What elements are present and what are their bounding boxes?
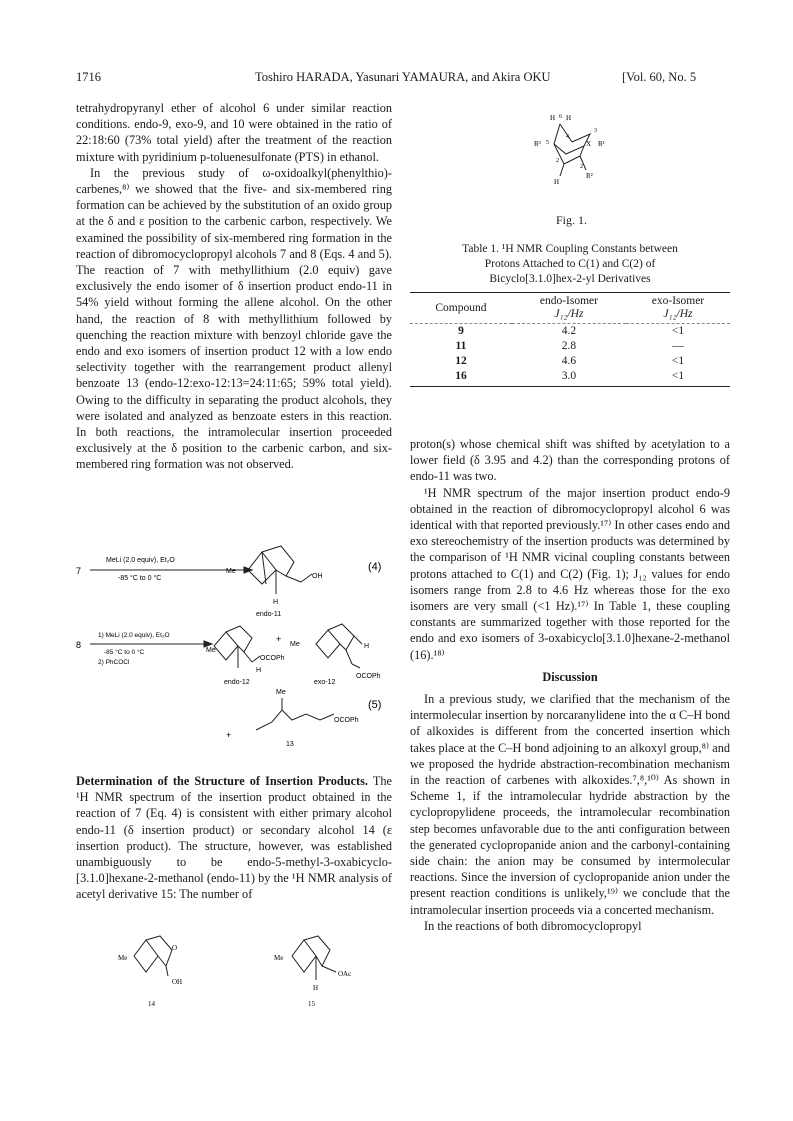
eq5-reagent-3: 2) PhCOCl (98, 659, 130, 666)
cell-compound: 11 (455, 340, 467, 352)
table-row (410, 324, 730, 340)
eq5-h1: H (256, 667, 262, 674)
eq4-h: H (273, 599, 279, 606)
paragraph: tetrahydropyranyl ether of alcohol 6 under similar reaction conditions. endo-9, exo-9, and 10 were obtained in the ratio of 22:18:60 (73% total yield) after the treatment of the reaction mixture with pyridinium p-toluenesulfonate (PTS) in ethanol. (76, 101, 392, 164)
paragraph: ¹H NMR spectrum of the major insertion product endo-9 obtained in the reaction of dibromocyclopropyl alcohol 6 was identical with that reported previously.¹⁷⁾ In other cases endo and exo stereochemistry of the insertion products was determined by the comparison of ¹H NMR vicinal coupling constants between protons attached to C(1) and C(2) (Fig. 1); J₁₂ values for endo isomers range from 2.8 to 4.6 Hz whereas those for the exo isomers are very small (<1 Hz).¹⁷⁾ In Table 1, these coupling constants are summarized together with those reported for the endo and exo isomers of 3-oxabicyclo[3.1.0]hexane-2-methanol (16).¹⁸⁾ (410, 485, 730, 662)
cell-endo: 2.8 (561, 340, 577, 352)
cell-endo: 4.6 (561, 355, 577, 367)
eq5-label1: endo-12 (224, 679, 250, 686)
cell-exo: — (672, 340, 684, 352)
paragraph: In the previous study of ω-oxidoalkyl(phenylthio)-carbenes,⁸⁾ we showed that the five- and six-membered ring formation can be achieved by the substitution of an oxido group at the δ and ε position to the carbenic carbon, respectively. We examined the possibility of six-membered ring formation in the reaction of dibromocyclopropyl alcohols 7 and 8 (Eqs. 4 and 5). The reaction of 7 with methyllithium (2.0 equiv) gave exclusively the endo isomer of δ insertion product endo-11 in 54% yield without forming the allene alcohol. On the other hand, the reaction of 8 with methyllithium followed by quenching the reaction mixture with benzoyl chloride gave the endo and exo isomers of insertion product 12 with a low endo selectivity together with the rearrangement product allenyl benzoate 13 (endo-12:exo-12:13=24:11:65; 59% total yield). Owing to the difficulty in separating the product alcohols, they were isolated and analyzed as benzoate esters in this reaction. In both reactions, the intramolecular insertion proceeded exclusively at the δ position to the carbenic carbon, and six-membered ring formation was not observed. (76, 165, 392, 472)
eq4-label: endo-11 (256, 611, 282, 618)
structures-drawing (76, 930, 392, 1010)
eq5-reagent-1: 1) MeLi (2.0 equiv), Et₂O (98, 632, 170, 639)
eq5-start: 8 (76, 640, 82, 650)
page-number: 1716 (76, 70, 101, 84)
fig1-label-x: X (586, 140, 592, 148)
eq5-plus1: + (276, 634, 282, 644)
cell-exo: <1 (671, 325, 685, 337)
paragraph: In a previous study, we clarified that the mechanism of the intermolecular insertion by norcaranylidene into the α C–H bond of alkoxides is different from the concerted insertion which takes place at the C–H bond adjoining to an alkoxyl group,⁸⁾ and we proposed the hydride abstraction-recombination mechanism in the reaction of carbenes with alkoxides.⁷,⁸,¹⁰⁾ As shown in Scheme 1, if the intramolecular hydride abstraction by the cyclopropylidene proceeds, the intramolecular recombination step becomes unfavorable due to the anti configuration between the generated cyclopropanide anion and the carbonyl-containing side chain: the anion may be consumed by intermolecular reactions. Since the inversion of cyclopropanide anion under the present reaction conditions is unlikely,¹⁹⁾ we conclude that the intramolecular insertion proceeds via a concerted mechanism. (410, 692, 730, 917)
paragraph: The ¹H NMR spectrum of the insertion product obtained in the reaction of 7 (Eq. 4) is consistent with either primary alcohol endo-11 (δ insertion product) or secondary alcohol 14 (ε insertion product). The structure, however, was established unambiguously to be endo-5-methyl-3-oxabicyclo-[3.1.0]hexane-2-methanol (endo-11) by the ¹H NMR analysis of acetyl derivative 15: The number of (76, 774, 392, 902)
table-1 (410, 292, 730, 387)
eq5-number: (5) (368, 699, 382, 711)
eq5-plus2: + (226, 730, 232, 740)
eq4-start: 7 (76, 566, 82, 576)
fig1-label-n6: 6 (559, 114, 562, 120)
cell-endo: 3.0 (512, 369, 626, 387)
table-row (410, 354, 730, 369)
eq5-ocoph1: OCOPh (260, 655, 285, 662)
s14-me: Me (118, 954, 128, 962)
col-header-endo-top: endo-Isomer (539, 295, 598, 307)
s15-oac: OAc (338, 970, 352, 978)
table-row (410, 369, 730, 387)
eq5-me2: Me (290, 641, 300, 648)
eq5-me1: Me (206, 647, 216, 654)
reaction-scheme-drawing (76, 540, 392, 765)
fig1-label-n2b: 2 (580, 164, 583, 170)
paragraph: proton(s) whose chemical shift was shifted by acetylation to a lower field (δ 3.95 and 4.2) than the corresponding protons of endo-11 was two. (410, 437, 730, 484)
fig1-label-r3: R³ (534, 140, 541, 148)
eq5-me3: Me (276, 689, 286, 696)
cell-compound: 12 (455, 355, 467, 367)
eq5-ocoph2: OCOPh (356, 673, 381, 680)
s14-label: 14 (148, 1000, 155, 1008)
fig1-label-h2: H (554, 178, 560, 186)
table-1-caption-line: Protons Attached to C(1) and C(2) of (484, 258, 656, 270)
s15-me: Me (274, 954, 284, 962)
eq4-number: (4) (368, 561, 382, 573)
eq5-label2: exo-12 (314, 679, 336, 686)
left-column-lower (76, 773, 392, 903)
section-heading-discussion: Discussion (542, 669, 598, 684)
eq4-oh: OH (312, 573, 323, 580)
figure-1 (520, 106, 630, 206)
figure-1-drawing (520, 106, 630, 206)
col-header-exo-bottom: J₁₂/Hz (663, 308, 693, 320)
fig1-label-r1: R¹ (598, 140, 605, 148)
eq5-h2: H (364, 643, 370, 650)
col-header-endo-bottom: J₁₂/Hz (554, 308, 584, 320)
paragraph: In the reactions of both dibromocyclopropyl (424, 918, 642, 933)
table-row (410, 339, 730, 354)
table-header-row (410, 293, 730, 324)
fig1-label-n4: 4 (566, 134, 569, 140)
running-header-journal: [Vol. 60, No. 5 (622, 70, 697, 84)
s15-h: H (313, 984, 319, 992)
figure-1-caption: Fig. 1. (556, 213, 588, 227)
reaction-scheme (76, 540, 392, 765)
eq4-reagent-bottom: -85 °C to 0 °C (118, 575, 162, 582)
right-column (410, 436, 730, 934)
eq4-reagent-top: MeLi (2.0 equiv), Et₂O (106, 557, 175, 564)
eq4-me: Me (226, 568, 236, 575)
table-1-caption-line: Table 1. ¹H NMR Coupling Constants between (462, 243, 678, 255)
fig1-label-n3: 3 (594, 128, 597, 134)
cell-exo: <1 (671, 355, 685, 367)
eq5-reagent-2: -85 °C to 0 °C (104, 649, 145, 656)
fig1-label-h6a: H (550, 114, 556, 122)
s15-label: 15 (308, 1000, 315, 1008)
col-header-exo (626, 293, 730, 324)
left-column-upper (76, 100, 392, 473)
s14-o: O (172, 944, 178, 952)
fig1-label-n5: 5 (546, 140, 549, 146)
section-run-in-title: Determination of the Structure of Insertion Products. (76, 774, 368, 788)
cell-exo: <1 (626, 369, 730, 387)
structures-14-15 (76, 930, 392, 1010)
col-header-endo (512, 293, 626, 324)
fig1-label-r2: R² (586, 172, 593, 180)
s14-oh: OH (172, 978, 183, 986)
eq5-ocoph3: OCOPh (334, 717, 359, 724)
fig1-label-n2a: 2 (556, 158, 559, 164)
col-header-compound: Compound (410, 293, 512, 324)
table-1-caption-line: Bicyclo[3.1.0]hex-2-yl Derivatives (489, 273, 651, 285)
table-1-caption (410, 242, 730, 287)
fig1-label-h6b: H (566, 114, 572, 122)
running-header-authors: Toshiro HARADA, Yasunari YAMAURA, and Akira OKU (255, 70, 551, 84)
cell-endo: 4.2 (561, 325, 577, 337)
eq5-label3: 13 (286, 741, 294, 748)
col-header-exo-top: exo-Isomer (651, 295, 705, 307)
cell-compound: 16 (410, 369, 512, 387)
cell-compound: 9 (458, 325, 464, 337)
